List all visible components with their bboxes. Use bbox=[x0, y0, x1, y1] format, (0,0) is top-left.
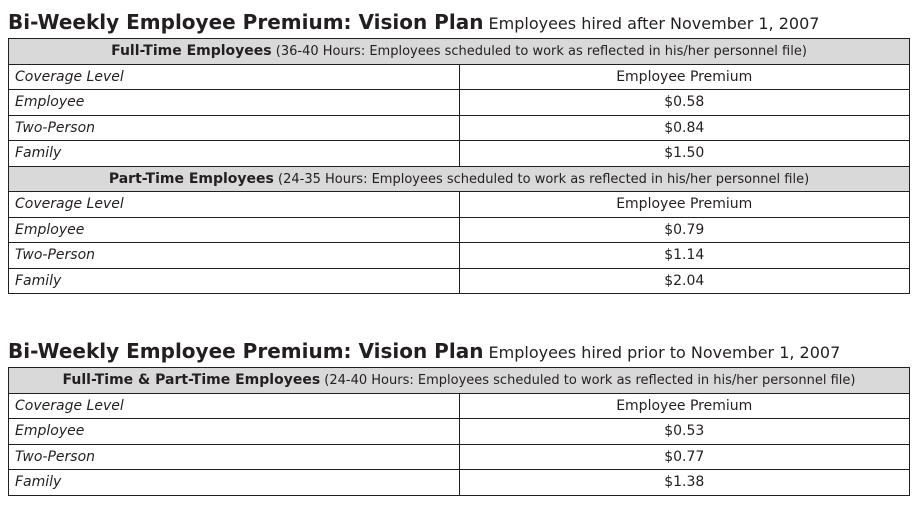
table-row bbox=[9, 470, 910, 496]
table-row bbox=[9, 90, 910, 116]
premium-cell: $0.79 bbox=[459, 217, 910, 243]
coverage-level-cell: Employee bbox=[9, 419, 460, 445]
group-header-note: (24-35 Hours: Employees scheduled to work as reflected in his/her personnel file) bbox=[278, 171, 810, 187]
coverage-level-cell: Family bbox=[9, 470, 460, 496]
column-header-row bbox=[9, 393, 910, 419]
group-header-title: Full-Time & Part-Time Employees bbox=[62, 372, 321, 389]
coverage-level-cell: Two-Person bbox=[9, 115, 460, 141]
section-title bbox=[8, 335, 910, 367]
premium-cell: $2.04 bbox=[459, 268, 910, 294]
table-row bbox=[9, 217, 910, 243]
coverage-level-cell: Two-Person bbox=[9, 243, 460, 269]
coverage-level-cell: Family bbox=[9, 141, 460, 167]
group-header bbox=[9, 368, 910, 394]
coverage-level-cell: Employee bbox=[9, 217, 460, 243]
section-title-subtitle: Employees hired after November 1, 2007 bbox=[488, 14, 820, 33]
group-header-row bbox=[9, 166, 910, 192]
coverage-level-cell: Employee bbox=[9, 90, 460, 116]
table-row bbox=[9, 243, 910, 269]
premium-cell: $0.77 bbox=[459, 444, 910, 470]
premium-table bbox=[8, 367, 910, 496]
group-header-title: Part-Time Employees bbox=[108, 170, 274, 187]
group-header-row bbox=[9, 39, 910, 65]
employee-premium-header: Employee Premium bbox=[459, 192, 910, 218]
premium-cell: $0.53 bbox=[459, 419, 910, 445]
table-row bbox=[9, 141, 910, 167]
column-header-row bbox=[9, 192, 910, 218]
premium-section-prior-2007 bbox=[8, 335, 910, 496]
coverage-level-header: Coverage Level bbox=[9, 192, 460, 218]
premium-cell: $1.50 bbox=[459, 141, 910, 167]
employee-premium-header: Employee Premium bbox=[459, 64, 910, 90]
employee-premium-header: Employee Premium bbox=[459, 393, 910, 419]
table-row bbox=[9, 444, 910, 470]
group-header bbox=[9, 39, 910, 65]
table-row bbox=[9, 268, 910, 294]
premium-cell: $0.58 bbox=[459, 90, 910, 116]
group-header-title: Full-Time Employees bbox=[111, 43, 272, 60]
section-title-main: Bi-Weekly Employee Premium: Vision Plan bbox=[8, 10, 484, 34]
group-header-note: (24-40 Hours: Employees scheduled to work as reflected in his/her personnel file) bbox=[324, 373, 856, 389]
group-header-row bbox=[9, 368, 910, 394]
coverage-level-cell: Two-Person bbox=[9, 444, 460, 470]
premium-table bbox=[8, 38, 910, 294]
group-header bbox=[9, 166, 910, 192]
coverage-level-header: Coverage Level bbox=[9, 64, 460, 90]
section-title-subtitle: Employees hired prior to November 1, 2007 bbox=[488, 343, 841, 362]
coverage-level-cell: Family bbox=[9, 268, 460, 294]
premium-cell: $1.38 bbox=[459, 470, 910, 496]
table-row bbox=[9, 419, 910, 445]
coverage-level-header: Coverage Level bbox=[9, 393, 460, 419]
premium-cell: $0.84 bbox=[459, 115, 910, 141]
column-header-row bbox=[9, 64, 910, 90]
group-header-note: (36-40 Hours: Employees scheduled to work as reflected in his/her personnel file) bbox=[275, 44, 807, 60]
section-title-main: Bi-Weekly Employee Premium: Vision Plan bbox=[8, 339, 484, 363]
premium-cell: $1.14 bbox=[459, 243, 910, 269]
section-title bbox=[8, 6, 910, 38]
premium-section-after-2007 bbox=[8, 6, 910, 294]
table-row bbox=[9, 115, 910, 141]
